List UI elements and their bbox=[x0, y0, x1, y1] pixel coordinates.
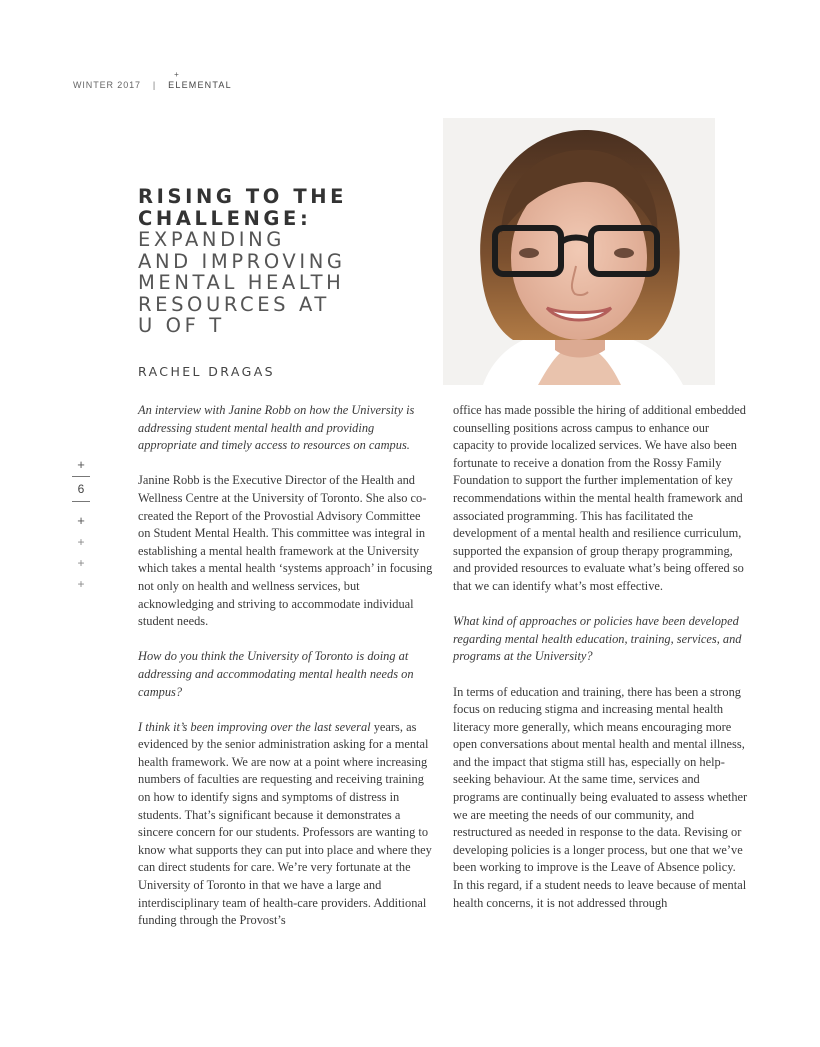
body-column-right bbox=[453, 402, 749, 930]
portrait-photo bbox=[443, 118, 715, 385]
title-line: CHALLENGE: bbox=[138, 206, 312, 230]
body-column-left bbox=[138, 402, 434, 947]
plus-icon: + bbox=[77, 577, 85, 591]
portrait-illustration bbox=[443, 118, 715, 385]
answer-text: years, as evidenced by the senior administration asking for a mental health framework. We are now at a point where increasing numbers of faculties are requesting and receiving training on how to identify signs and symptoms of distress in students. That’s significant because it demonstrates a sincere concern for our students. Professors are wanting to know what supports they can put into place and where they can direct students for care. We’re very fortunate at the University of Toronto in that we have a large and interdisciplinary team of health-care providers. Additional funding through the Provost’s bbox=[138, 719, 432, 928]
plus-icon: + bbox=[77, 457, 85, 472]
plus-icon: + bbox=[77, 513, 85, 528]
article-title bbox=[138, 186, 398, 337]
answer-continuation: office has made possible the hiring of additional embedded counselling positions across campus to enhance our capacity to provide localized services. We have also been fortunate to receive a donation from the Rossy Family Foundation to support the further implementation of key recommendations within the mental health framework and associated programming. This has facilitated the development of a mental health and resilience curriculum, supported the expansion of group therapy programming, and provided resources to evaluate what’s being offered so that we can identify what’s most effective. bbox=[453, 403, 746, 593]
author-byline: RACHEL DRAGAS bbox=[138, 364, 275, 379]
author-bio-paragraph: Janine Robb is the Executive Director of the Health and Wellness Centre at the University of Toronto. She also co-created the Report of the Provostial Advisory Committee on Student Mental Health. This committee was integral in establishing a mental health framework at the University which takes a mental health ‘systems approach’ in focusing not only on health and wellness services, but acknowledging and striving to accommodate individual student needs. bbox=[138, 473, 433, 629]
brand-plus-icon: + bbox=[174, 70, 181, 79]
subtitle-line: RESOURCES AT bbox=[138, 292, 330, 316]
subtitle-line: U OF T bbox=[138, 314, 225, 337]
page-number: 6 bbox=[77, 482, 85, 496]
page-navigation bbox=[72, 458, 90, 591]
interview-answer: In terms of education and training, there has been a strong focus on reducing stigma and increasing mental health literacy more generally, which means encouraging more open conversations about mental health and mental illness, and the impact that stigma still has, especially on help-seeking behaviour. At the same time, services and programs are continually being evaluated to assess whether we are meeting the needs of our community, and restructured as needed in response to the data. Revising or developing policies is a longer process, but one that we’ve been working to improve is the Leave of Absence policy. In this regard, if a student needs to leave because of mental health concerns, it is not addressed through bbox=[453, 684, 748, 910]
divider bbox=[72, 501, 90, 502]
plus-icon: + bbox=[77, 556, 85, 570]
article-intro: An interview with Janine Robb on how the University is addressing student mental health and providing appropriate and timely access to resources on campus. bbox=[138, 403, 415, 453]
plus-icon: + bbox=[77, 535, 85, 549]
header-separator: | bbox=[152, 80, 157, 90]
interview-answer bbox=[138, 719, 434, 930]
answer-lead: I think it’s been improving over the last several bbox=[138, 719, 371, 734]
subtitle-line: EXPANDING bbox=[138, 228, 285, 251]
publication-name bbox=[168, 70, 232, 90]
divider bbox=[72, 476, 90, 477]
running-header bbox=[73, 70, 232, 90]
issue-label: WINTER 2017 bbox=[73, 80, 141, 90]
title-line: RISING TO THE bbox=[138, 185, 348, 208]
interview-question: How do you think the University of Toronto is doing at addressing and accommodating mental health needs on campus? bbox=[138, 649, 414, 699]
subtitle-line: MENTAL HEALTH bbox=[138, 271, 345, 294]
brand-label: ELEMENTAL bbox=[168, 80, 232, 90]
subtitle-line: AND IMPROVING bbox=[138, 249, 346, 273]
interview-question: What kind of approaches or policies have been developed regarding mental health education, training, services, and programs at the University? bbox=[453, 614, 742, 664]
